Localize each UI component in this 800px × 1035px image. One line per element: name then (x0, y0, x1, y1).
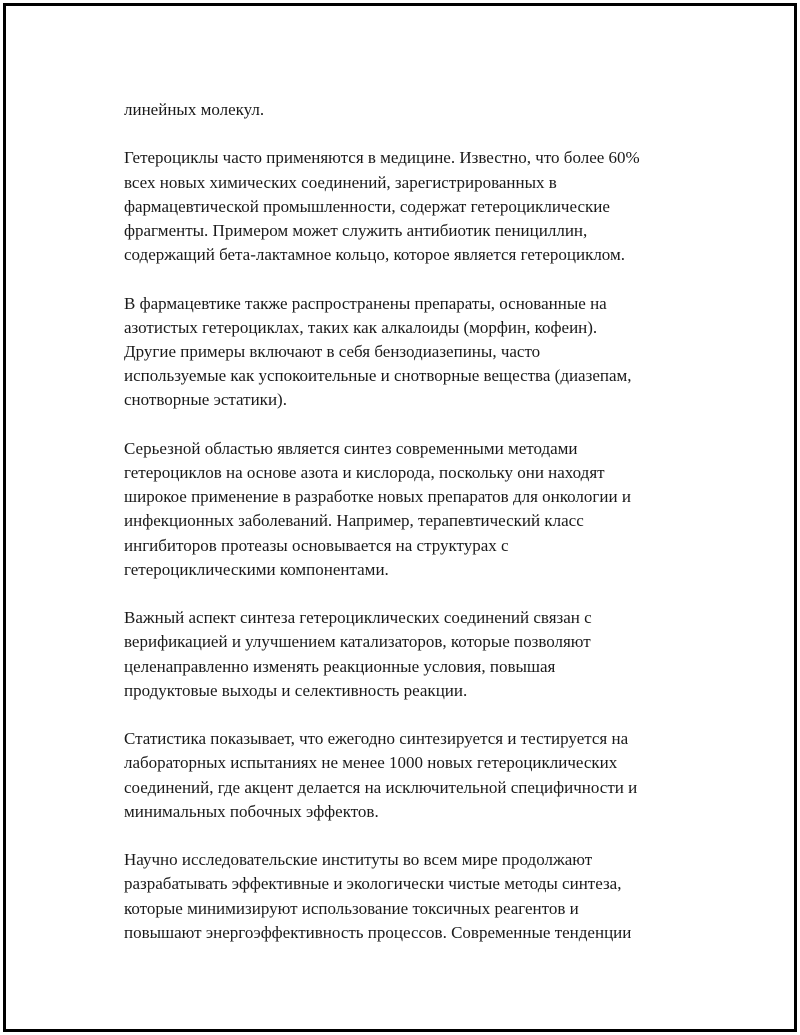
paragraph-2: Гетероциклы часто применяются в медицине. Известно, что более 60% всех новых химических соединений, зарегистрированных в фармацевтической промышленности, содержат гетероциклические фрагменты. Примером может служить антибиотик пенициллин, содержащий бета-лактамное кольцо, которое является гетероциклом. (124, 148, 640, 265)
paragraph-6: Статистика показывает, что ежегодно синтезируется и тестируется на лабораторных испытаниях не менее 1000 новых гетероциклических соединений, где акцент делается на исключительной специфичности и минимальных побочных эффектов. (124, 729, 638, 821)
document-page (3, 3, 797, 1032)
document-body (124, 98, 694, 969)
paragraph-5: Важный аспект синтеза гетероциклических соединений связан с верификацией и улучшением катализаторов, которые позволяют целенаправленно изменять реакционные условия, повышая продуктовые выходы и селективность реакции. (124, 608, 592, 700)
paragraph-1: линейных молекул. (124, 100, 265, 119)
paragraph-7: Научно исследовательские институты во всем мире продолжают разрабатывать эффективные и экологически чистые методы синтеза, которые минимизируют использование токсичных реагентов и повышают энергоэффективность процессов. Современные тенденции (124, 850, 632, 942)
paragraph-3: В фармацевтике также распространены препараты, основанные на азотистых гетероциклах, таких как алкалоиды (морфин, кофеин). Другие примеры включают в себя бензодиазепины, часто используемые как успокоительные и снотворные вещества (диазепам, снотворные эстатики). (124, 293, 632, 410)
paragraph-4: Серьезной областью является синтез современными методами гетероциклов на основе азота и кислорода, поскольку они находят широкое применение в разработке новых препаратов для онкологии и инфекционных заболеваний. Например, терапевтический класс ингибиторов протеазы основывается на структурах с гетероциклическими компонентами. (124, 438, 631, 579)
